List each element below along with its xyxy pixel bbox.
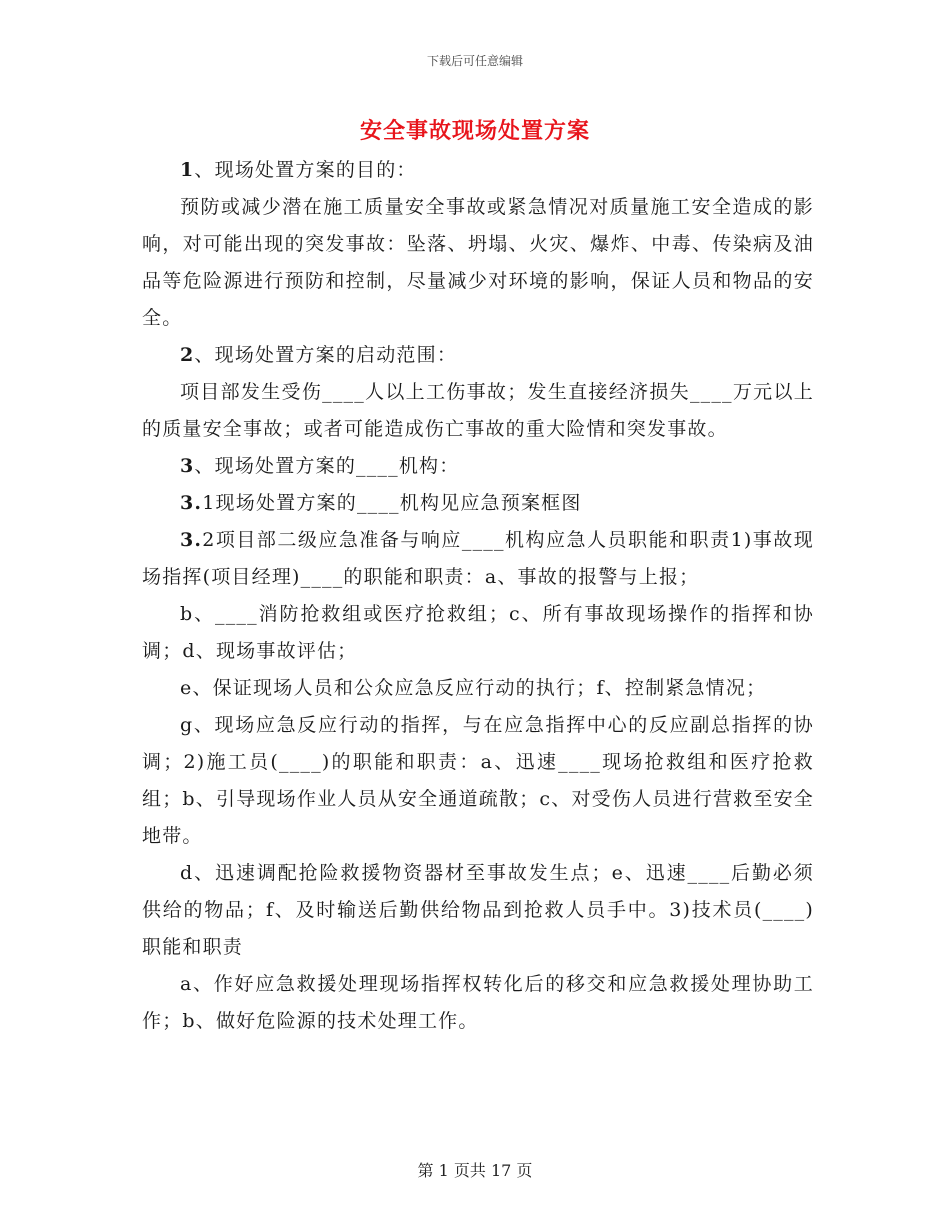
subsection-text: 1现场处置方案的____机构见应急预案框图 — [202, 492, 582, 514]
document-title: 安全事故现场处置方案 — [359, 118, 590, 144]
section-heading — [142, 448, 814, 485]
paragraph — [142, 855, 814, 966]
section-number: 1 — [180, 159, 195, 181]
header-note: 下载后可任意编辑 — [426, 54, 523, 68]
section-number: 2 — [180, 344, 195, 366]
section-heading-text: 、现场处置方案的____机构： — [194, 455, 460, 477]
section-heading-text: 、现场处置方案的启动范围： — [194, 344, 458, 366]
paragraph — [142, 707, 814, 855]
paragraph — [142, 966, 814, 1040]
section-number: 3. — [180, 529, 203, 551]
document-body — [142, 152, 814, 1040]
paragraph-text: e、保证现场人员和公众应急反应行动的执行；f、控制紧急情况； — [180, 677, 767, 699]
subsection-text: 2项目部二级应急准备与响应____机构应急人员职能和职责1)事故现场指挥(项目经理)____的职能和职责：a、事故的报警与上报； — [142, 529, 814, 588]
paragraph — [142, 374, 814, 448]
section-heading-text: 、现场处置方案的目的： — [194, 159, 417, 181]
page-number-footer: 第 1 页共 17 页 — [417, 1161, 533, 1180]
paragraph-text: g、现场应急反应行动的指挥，与在应急指挥中心的反应副总指挥的协调；2)施工员(____)的职能和职责：a、迅速____现场抢救组和医疗抢救组；b、引导现场作业人员从安全通道疏散；c、对受伤人员进行营救至安全地带。 — [142, 714, 814, 847]
paragraph — [142, 189, 814, 337]
paragraph-text: a、作好应急救援处理现场指挥权转化后的移交和应急救援处理协助工作；b、做好危险源的技术处理工作。 — [142, 973, 814, 1032]
section-number: 3. — [180, 492, 203, 514]
paragraph — [142, 670, 814, 707]
subsection-heading — [142, 522, 814, 596]
subsection-heading — [142, 485, 814, 522]
paragraph — [142, 596, 814, 670]
section-number: 3 — [180, 455, 195, 477]
section-heading — [142, 152, 814, 189]
paragraph-text: d、迅速调配抢险救援物资器材至事故发生点；e、迅速____后勤必须供给的物品；f、及时输送后勤供给物品到抢救人员手中。3)技术员(____)职能和职责 — [142, 862, 814, 958]
section-heading — [142, 337, 814, 374]
paragraph-text: b、____消防抢救组或医疗抢救组；c、所有事故现场操作的指挥和协调；d、现场事故评估； — [142, 603, 814, 662]
paragraph-text: 项目部发生受伤____人以上工伤事故；发生直接经济损失____万元以上的质量安全事故；或者可能造成伤亡事故的重大险情和突发事故。 — [142, 381, 814, 440]
paragraph-text: 预防或减少潜在施工质量安全事故或紧急情况对质量施工安全造成的影响，对可能出现的突发事故：坠落、坍塌、火灾、爆炸、中毒、传染病及油品等危险源进行预防和控制，尽量减少对环境的影响，保证人员和物品的安全。 — [142, 196, 814, 329]
